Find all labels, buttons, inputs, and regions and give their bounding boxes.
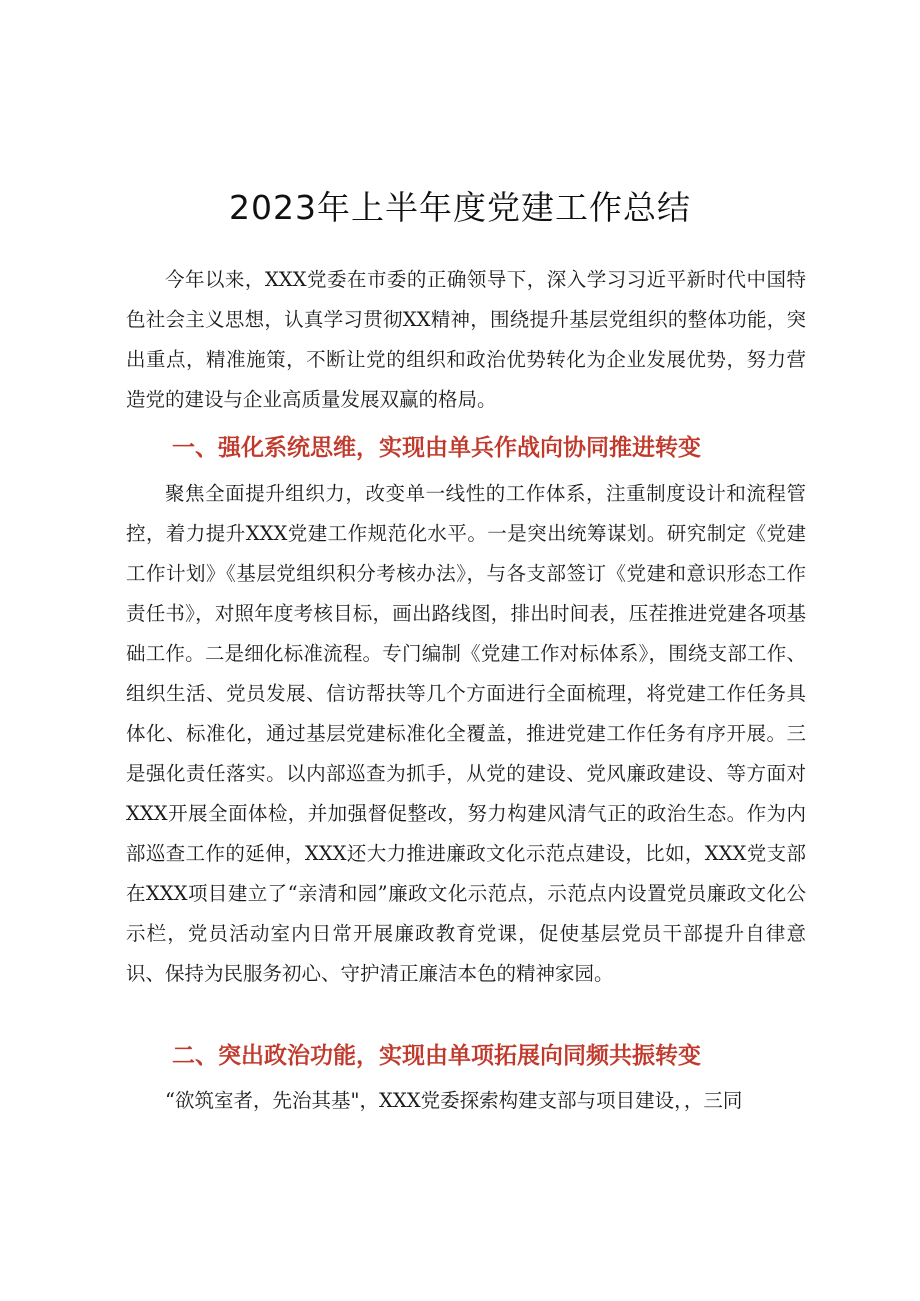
section-heading-2: 二、突出政治功能，实现由单项拓展向同频共振转变 bbox=[172, 1043, 701, 1069]
document-title: 2023年上半年度党建工作总结 bbox=[229, 188, 691, 227]
intro-paragraph: 今年以来，XXX党委在市委的正确领导下，深入学习习近平新时代中国特色社会主义思想，认真学习贯彻XX精神，围绕提升基层党组织的整体功能，突出重点，精准施策，不断让党的组织和政治优势转化为企业发展优势，努力营造党的建设与企业高质量发展双赢的格局。 bbox=[126, 268, 806, 411]
section-heading-1: 一、强化系统思维，实现由单兵作战向协同推进转变 bbox=[172, 435, 701, 461]
section-paragraph-1: 聚焦全面提升组织力，改变单一线性的工作体系，注重制度设计和流程管控，着力提升XXX党建工作规范化水平。一是突出统筹谋划。研究制定《党建工作计划》《基层党组织积分考核办法》，与各支部签订《党建和意识形态工作责任书》，对照年度考核目标，画出路线图，排出时间表，压茬推进党建各项基础工作。二是细化标准流程。专门编制《党建工作对标体系》，围绕支部工作、组织生活、党员发展、信访帮扶等几个方面进行全面梳理，将党建工作任务具体化、标准化，通过基层党建标准化全覆盖，推进党建工作任务有序开展。三是强化责任落实。以内部巡查为抓手，从党的建设、党风廉政建设、等方面对XXX开展全面体检，并加强督促整改，努力构建风清气正的政治生态。作为内部巡查工作的延伸，XXX还大力推进廉政文化示范点建设，比如，XXX党支部在XXX项目建立了“亲清和园”廉政文化示范点，示范点内设置党员廉政文化公示栏，党员活动室内日常开展廉政教育党课，促使基层党员干部提升自律意识、保持为民服务初心、守护清正廉洁本色的精神家园。 bbox=[126, 482, 806, 985]
section-paragraph-2: “欲筑室者，先治其基"，XXX党委探索构建支部与项目建设，，三同 bbox=[165, 1089, 743, 1112]
